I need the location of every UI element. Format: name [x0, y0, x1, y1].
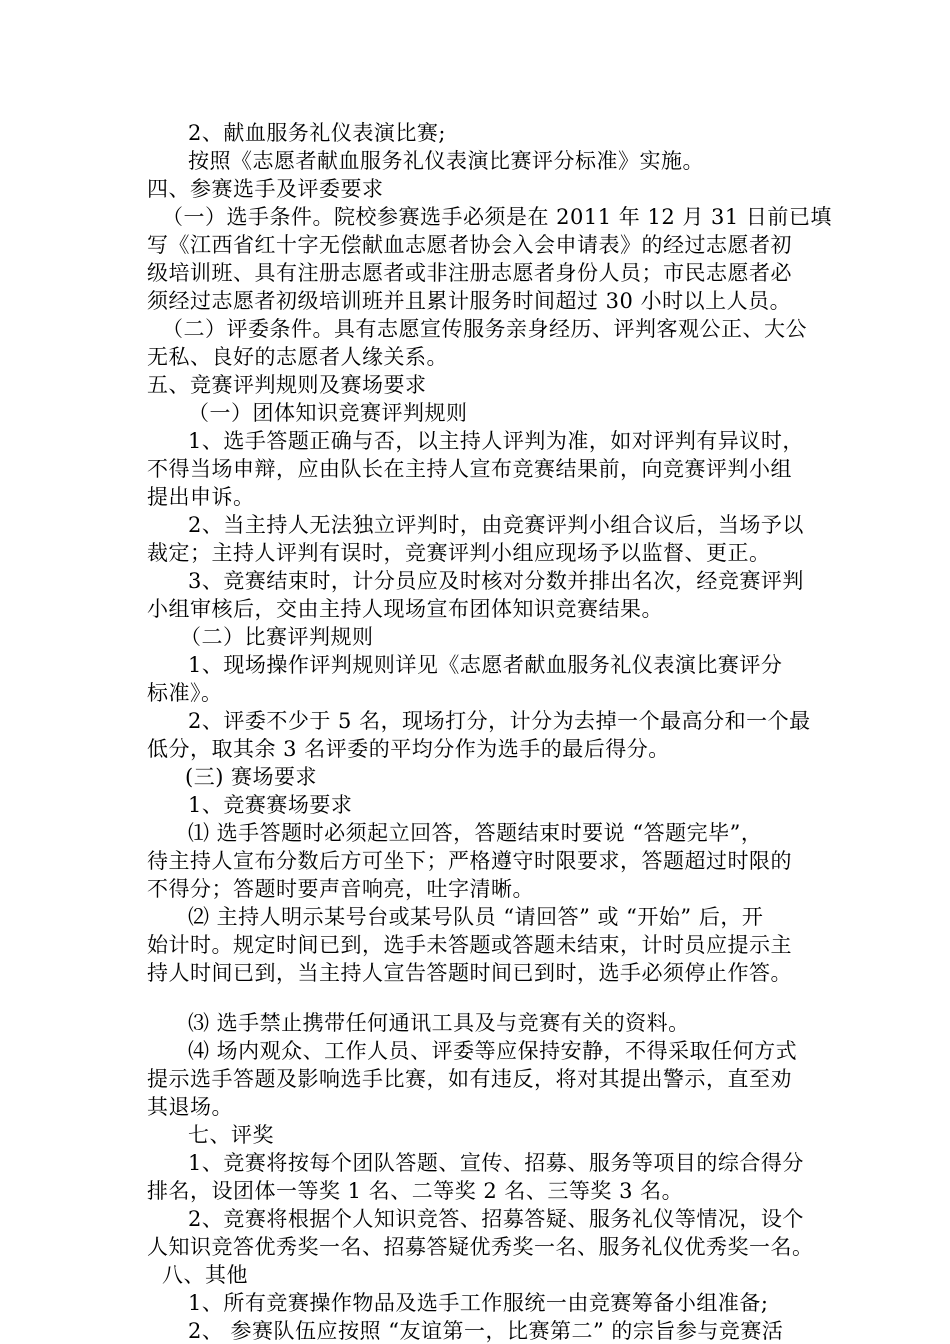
- paragraph-line: 小组审核后，交由主持人现场宣布团体知识竞赛结果。: [147, 597, 663, 621]
- subsection-heading: (三) 赛场要求: [185, 765, 318, 789]
- paragraph-line: 标准》。: [147, 681, 223, 705]
- paragraph-line: （二）评委条件。具有志愿宣传服务亲身经历、评判客观公正、大公: [162, 317, 807, 341]
- paragraph-line: 提示选手答题及影响选手比赛，如有违反，将对其提出警示，直至劝: [147, 1067, 792, 1091]
- section-heading: 八、其他: [162, 1263, 248, 1287]
- paragraph-line: 1、选手答题正确与否，以主持人评判为准，如对评判有异议时，: [188, 429, 804, 453]
- section-heading: 四、参赛选手及评委要求: [147, 177, 384, 201]
- paragraph-line: 2、 参赛队伍应按照 “友谊第一，比赛第二” 的宗旨参与竞赛活: [188, 1319, 784, 1343]
- paragraph-line: 始计时。规定时间已到，选手未答题或答题未结束，计时员应提示主: [147, 933, 792, 957]
- paragraph-line: 低分，取其余 3 名评委的平均分作为选手的最后得分。: [147, 737, 670, 761]
- paragraph-line: 人知识竞答优秀奖一名、招募答疑优秀奖一名、服务礼仪优秀奖一名。: [147, 1235, 814, 1259]
- paragraph-line: ⑴ 选手答题时必须起立回答，答题结束时要说 “答题完毕”，: [188, 821, 763, 845]
- paragraph-line: 提出申诉。: [147, 485, 255, 509]
- paragraph-line: 排名，设团体一等奖 1 名、二等奖 2 名、三等奖 3 名。: [147, 1179, 684, 1203]
- paragraph-line: 1、竞赛赛场要求: [188, 793, 353, 817]
- paragraph-line: 2、评委不少于 5 名，现场打分，计分为去掉一个最高分和一个最: [188, 709, 811, 733]
- paragraph-line: 2、当主持人无法独立评判时，由竞赛评判小组合议后，当场予以: [188, 513, 804, 537]
- subsection-heading: （一）团体知识竞赛评判规则: [188, 401, 468, 425]
- section-heading: 五、竞赛评判规则及赛场要求: [147, 373, 427, 397]
- paragraph-line: 无私、良好的志愿者人缘关系。: [147, 345, 448, 369]
- paragraph-line: 2、竞赛将根据个人知识竞答、招募答疑、服务礼仪等情况，设个: [188, 1207, 804, 1231]
- paragraph-line: 1、所有竞赛操作物品及选手工作服统一由竞赛筹备小组准备;: [188, 1291, 769, 1315]
- paragraph-line: 裁定；主持人评判有误时，竞赛评判小组应现场予以监督、更正。: [147, 541, 771, 565]
- paragraph-line: 2、献血服务礼仪表演比赛;: [188, 121, 446, 145]
- paragraph-line: （一）选手条件。院校参赛选手必须是在 2011 年 12 月 31 日前已填: [162, 205, 832, 229]
- section-heading: 七、评奖: [188, 1123, 274, 1147]
- paragraph-line: 不得分；答题时要声音响亮，吐字清晰。: [147, 877, 534, 901]
- subsection-heading: （二）比赛评判规则: [180, 625, 374, 649]
- paragraph-line: ⑵ 主持人明示某号台或某号队员 “请回答” 或 “开始” 后，开: [188, 905, 764, 929]
- paragraph-line: 3、竞赛结束时，计分员应及时核对分数并排出名次，经竞赛评判: [188, 569, 804, 593]
- paragraph-line: 其退场。: [147, 1095, 233, 1119]
- paragraph-line: 按照《志愿者献血服务礼仪表演比赛评分标准》实施。: [188, 149, 704, 173]
- paragraph-line: ⑶ 选手禁止携带任何通讯工具及与竞赛有关的资料。: [188, 1011, 690, 1035]
- paragraph-line: 须经过志愿者初级培训班并且累计服务时间超过 30 小时以上人员。: [147, 289, 792, 313]
- paragraph-line: 1、现场操作评判规则详见《志愿者献血服务礼仪表演比赛评分: [188, 653, 783, 677]
- paragraph-line: 待主持人宣布分数后方可坐下；严格遵守时限要求，答题超过时限的: [147, 849, 792, 873]
- paragraph-line: 持人时间已到，当主持人宣告答题时间已到时，选手必须停止作答。: [147, 961, 792, 985]
- paragraph-line: 1、竞赛将按每个团队答题、宣传、招募、服务等项目的综合得分: [188, 1151, 804, 1175]
- paragraph-line: 级培训班、具有注册志愿者或非注册志愿者身份人员；市民志愿者必: [147, 261, 792, 285]
- paragraph-line: ⑷ 场内观众、工作人员、评委等应保持安静，不得采取任何方式: [188, 1039, 798, 1063]
- paragraph-line: 不得当场申辩，应由队长在主持人宣布竞赛结果前，向竞赛评判小组: [147, 457, 792, 481]
- paragraph-line: 写《江西省红十字无偿献血志愿者协会入会申请表》的经过志愿者初: [147, 233, 792, 257]
